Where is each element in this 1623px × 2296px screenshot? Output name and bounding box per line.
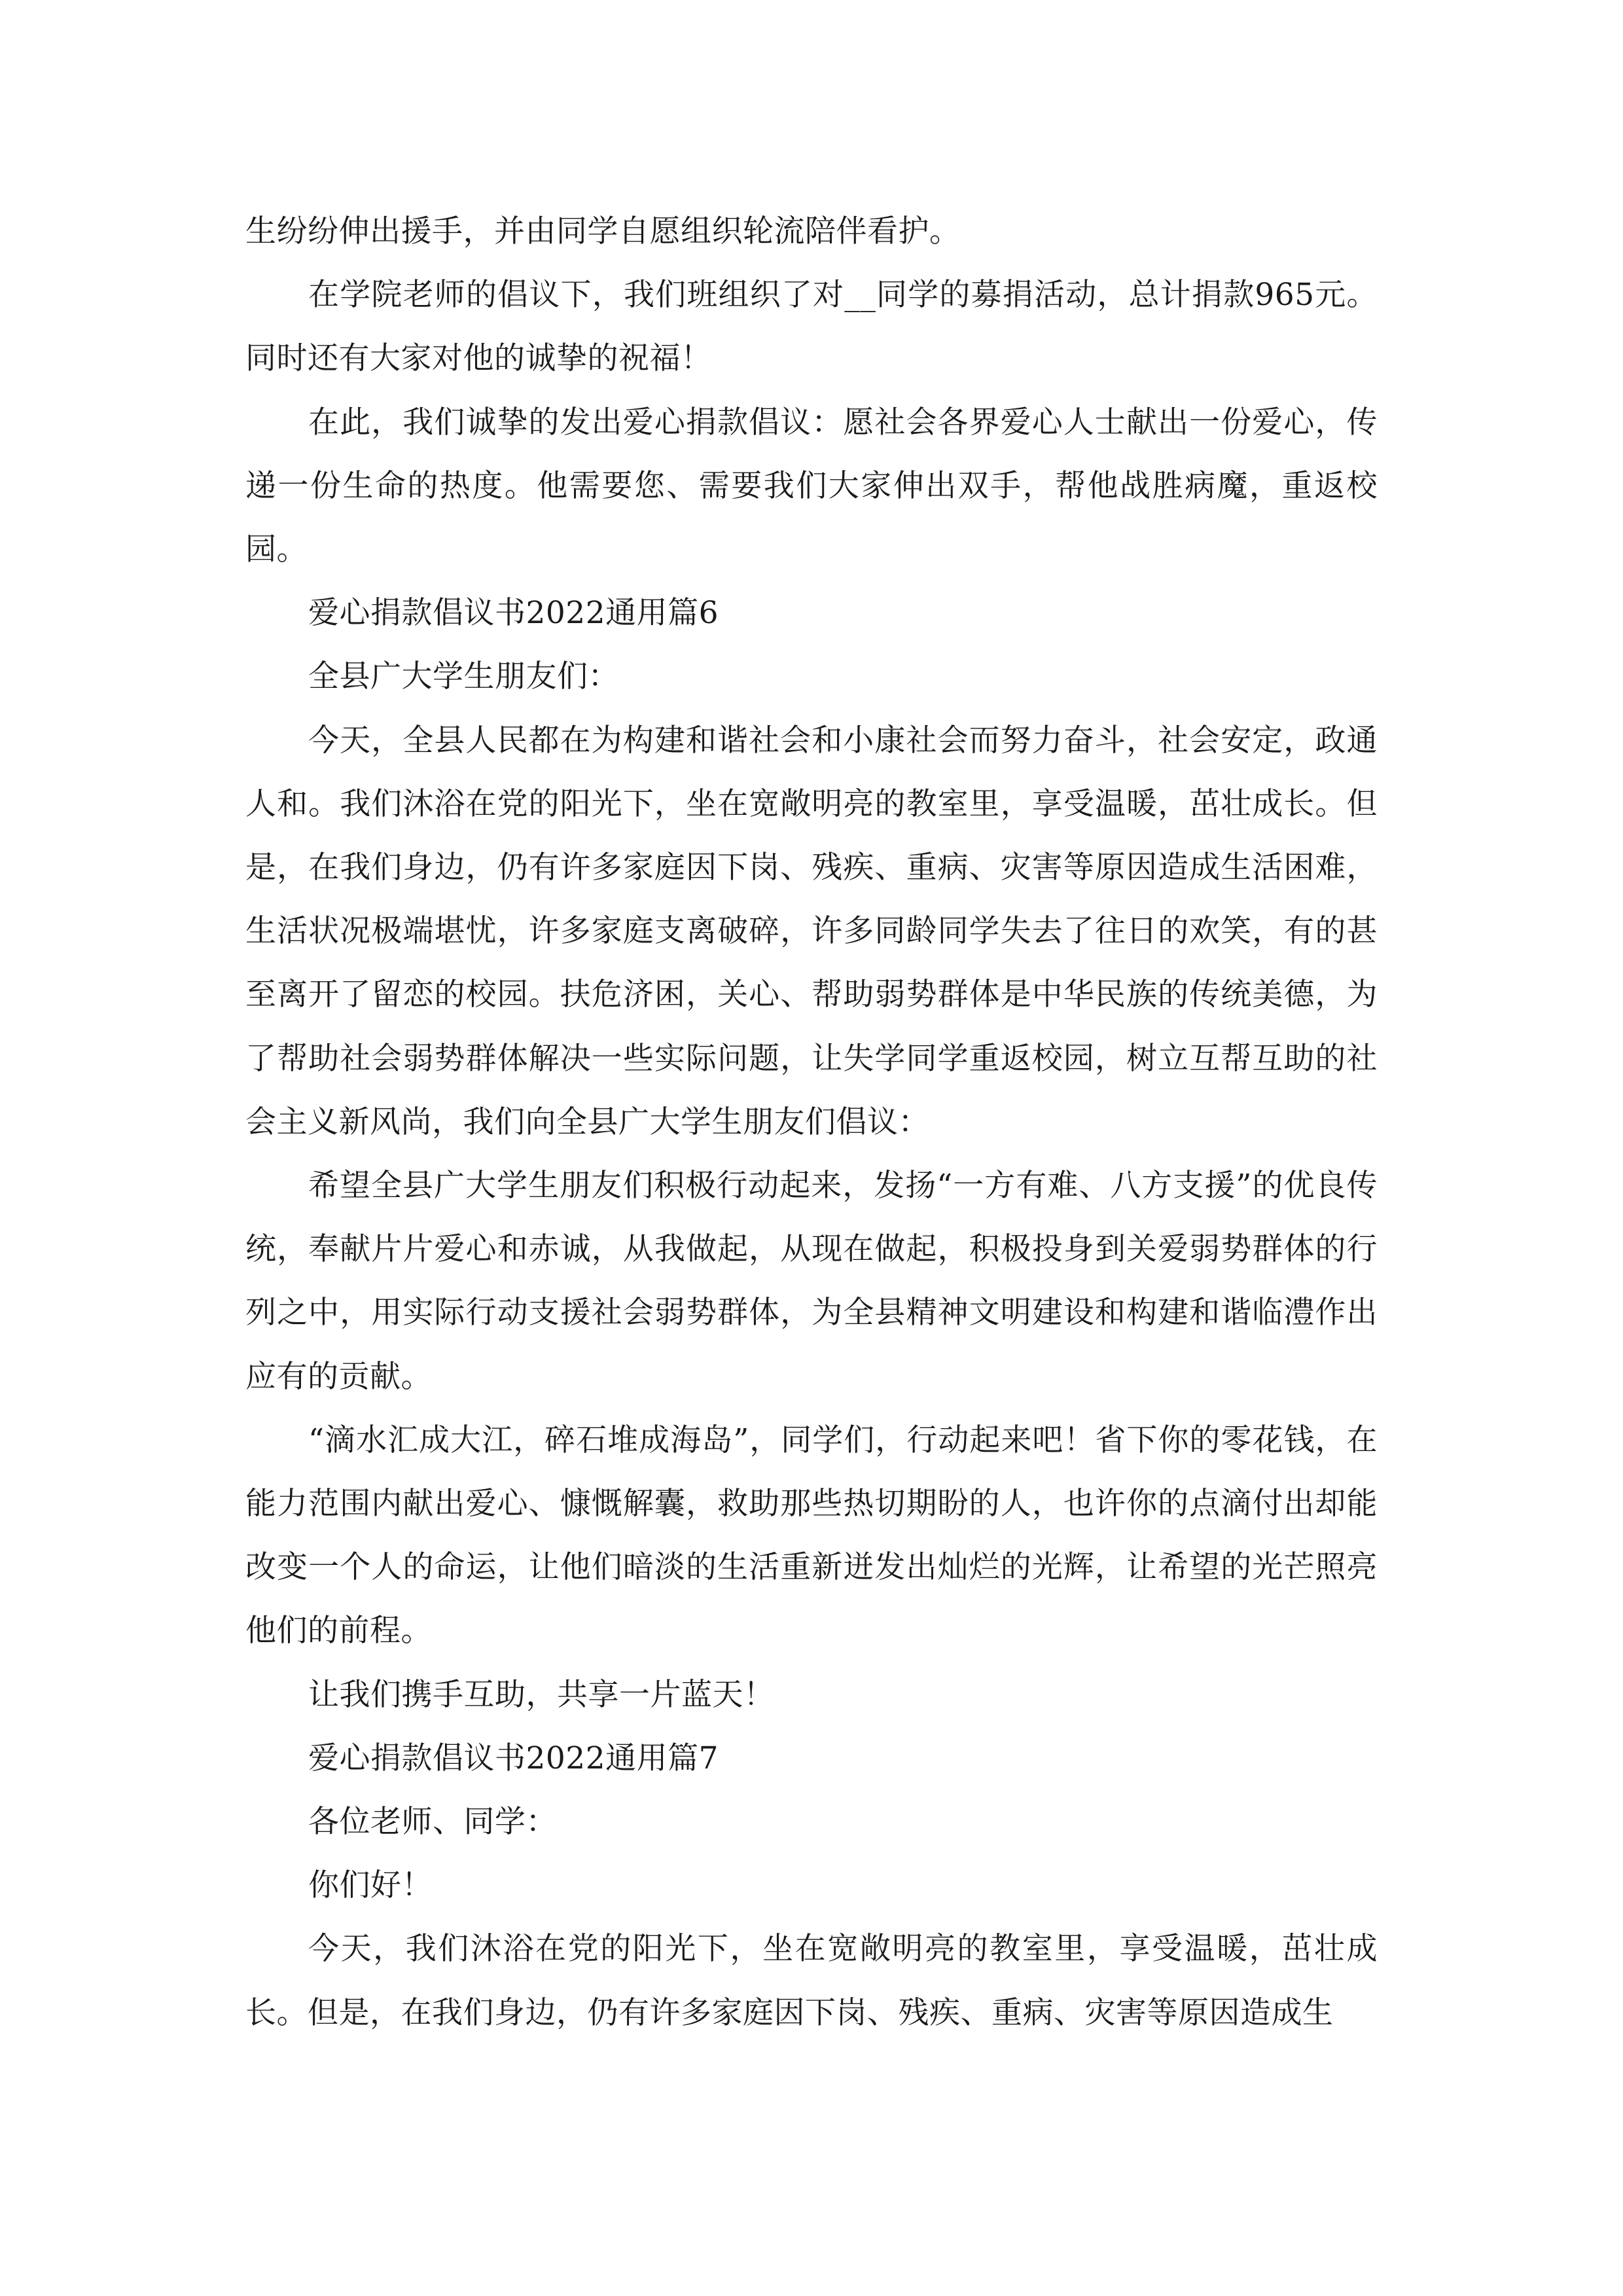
- paragraph: 今天，我们沐浴在党的阳光下，坐在宽敞明亮的教室里，享受温暖，茁壮成长。但是，在我们身边，仍有许多家庭因下岗、残疾、重病、灾害等原因造成生: [245, 1931, 1378, 2031]
- section-heading: 爱心捐款倡议书2022通用篇7: [308, 1740, 719, 1776]
- section-heading: 爱心捐款倡议书2022通用篇6: [308, 595, 719, 632]
- paragraph: 让我们携手互助，共享一片蓝天！: [308, 1676, 775, 1713]
- paragraph: 生纷纷伸出援手，并由同学自愿组织轮流陪伴看护。: [245, 213, 961, 249]
- salutation: 全县广大学生朋友们：: [308, 658, 619, 695]
- paragraph: “滴水汇成大江，碎石堆成海岛”，同学们，行动起来吧！省下你的零花钱，在能力范围内献出爱心、慷慨解囊，救助那些热切期盼的人，也许你的点滴付出却能改变一个人的命运，让他们暗淡的生活重新迸发出灿烂的光辉，让希望的光芒照亮他们的前程。: [245, 1422, 1378, 1649]
- document-body: [245, 200, 1378, 2045]
- paragraph: 在此，我们诚挚的发出爱心捐款倡议：愿社会各界爱心人士献出一份爱心，传递一份生命的热度。他需要您、需要我们大家伸出双手，帮他战胜病魔，重返校园。: [245, 404, 1378, 568]
- paragraph: 在学院老师的倡议下，我们班组织了对__同学的募捐活动，总计捐款965元。同时还有大家对他的诚挚的祝福！: [245, 277, 1378, 377]
- salutation: 各位老师、同学：: [308, 1804, 557, 1840]
- paragraph: 今天，全县人民都在为构建和谐社会和小康社会而努力奋斗，社会安定，政通人和。我们沐浴在党的阳光下，坐在宽敞明亮的教室里，享受温暖，茁壮成长。但是，在我们身边，仍有许多家庭因下岗、残疾、重病、灾害等原因造成生活困难，生活状况极端堪忧，许多家庭支离破碎，许多同龄同学失去了往日的欢笑，有的甚至离开了留恋的校园。扶危济困，关心、帮助弱势群体是中华民族的传统美德，为了帮助社会弱势群体解决一些实际问题，让失学同学重返校园，树立互帮互助的社会主义新风尚，我们向全县广大学生朋友们倡议：: [245, 722, 1378, 1140]
- greeting: 你们好！: [308, 1867, 433, 1904]
- paragraph: 希望全县广大学生朋友们积极行动起来，发扬“一方有难、八方支援”的优良传统，奉献片片爱心和赤诚，从我做起，从现在做起，积极投身到关爱弱势群体的行列之中，用实际行动支援社会弱势群体，为全县精神文明建设和构建和谐临澧作出应有的贡献。: [245, 1168, 1378, 1395]
